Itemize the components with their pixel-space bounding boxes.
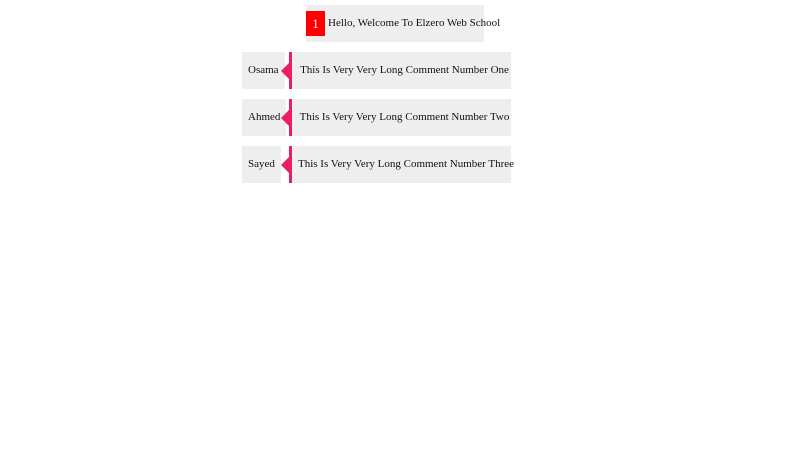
comment-text: This Is Very Very Long Comment Number One <box>300 64 509 76</box>
comment-body <box>289 146 514 183</box>
comment-item <box>242 52 511 89</box>
comment-item <box>242 99 511 136</box>
comment-author: Ahmed <box>242 99 286 136</box>
comment-text: This Is Very Very Long Comment Number Two <box>299 111 510 123</box>
comment-author: Osama <box>242 52 285 89</box>
welcome-text: Hello, Welcome To Elzero Web School <box>328 17 501 29</box>
welcome-header <box>306 5 501 42</box>
comment-body <box>289 99 511 136</box>
comment-item <box>242 146 514 183</box>
comment-author: Sayed <box>242 146 281 183</box>
number-badge: 1 <box>306 11 325 36</box>
comment-body <box>289 52 511 89</box>
comment-text: This Is Very Very Long Comment Number Three <box>298 158 514 170</box>
